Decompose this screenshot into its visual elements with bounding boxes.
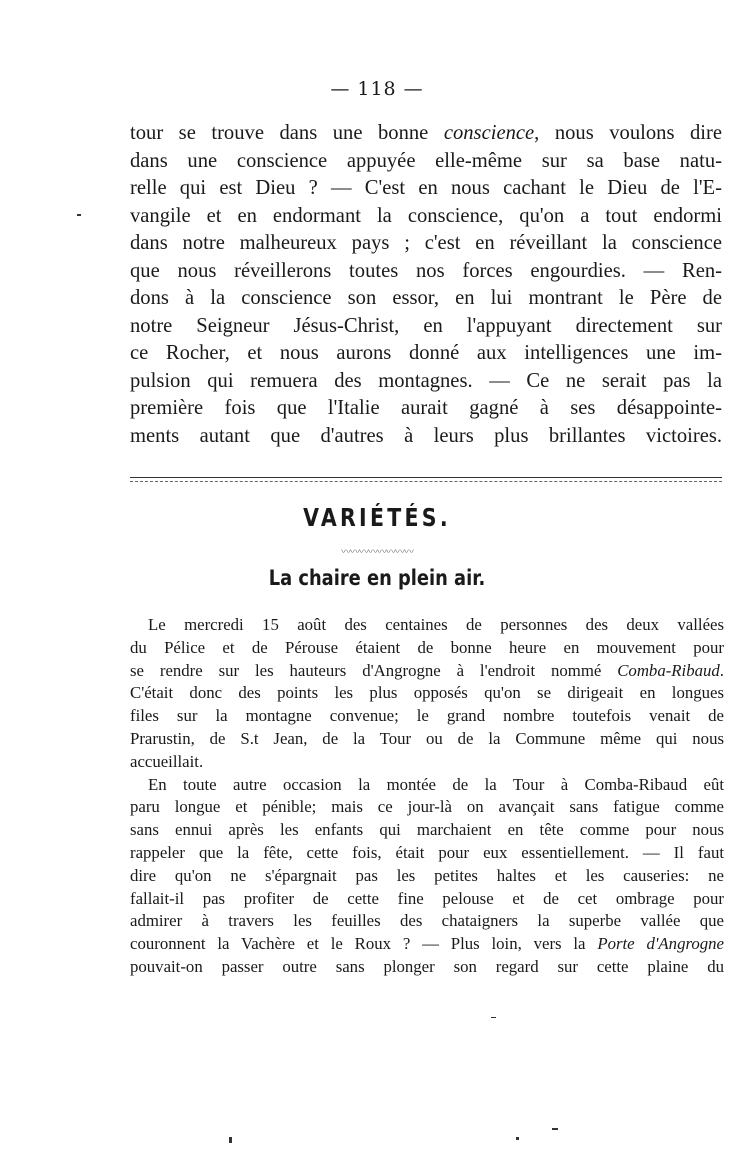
title-ornament: 〰〰〰〰〰〰〰〰 [341,547,413,558]
text-run: fallait-il pas profiter de cette fine pelouse et de cet ombrage pour [130,888,724,908]
text-run: accueillait. [130,751,204,771]
text-run: . [719,660,724,680]
text-line [130,423,722,451]
text-run: relle qui est Dieu ? — C'est en nous cachant le Dieu de l'E- [130,177,722,199]
text-line [130,796,724,819]
text-run: paru longue et pénible; mais ce jour-là on avançait sans fatigue comme [130,797,724,817]
section-title: VARIÉTÉS. [303,503,451,532]
text-line [130,285,722,313]
scan-speck [516,1137,519,1140]
text-line [130,175,722,203]
text-run: rappeler que la fête, cette fois, était pour eux essentiellement. — Il faut [130,842,724,862]
text-run: En toute autre occasion la montée de la Tour à Comba-Ribaud eût [148,774,724,794]
text-run: files sur la montagne convenue; le grand nombre toutefois venait de [130,706,724,726]
scan-speck [552,1128,558,1130]
text-line [130,313,722,341]
scan-speck [491,1017,496,1018]
text-run: que nous réveillerons toutes nos forces engourdies. — Ren- [130,259,722,282]
text-run: vangile et en endormant la conscience, qu'on a tout endormi [130,204,722,227]
text-run: Le mercredi 15 août des centaines de personnes des deux vallées [148,615,724,634]
text-run: du Pélice et de Pérouse étaient de bonne heure en mouvement pour [130,637,724,657]
text-line [130,340,722,368]
text-line [130,258,722,286]
text-line [130,888,724,911]
text-run: admirer à travers les feuilles des chataigners la superbe vallée que [130,911,724,931]
text-line [130,705,724,728]
text-run: ments autant que d'autres à leurs plus brillantes victoires. [130,424,722,447]
text-line [130,842,724,865]
italic-term: Porte d'Angrogne [597,934,724,954]
text-run: première fois que l'Italie aurait gagné à ses désappointe- [130,397,722,419]
article-body [130,614,724,979]
text-line [130,395,722,423]
text-run: se rendre sur les hauteurs d'Angrogne à l'endroit nommé [130,660,618,680]
text-run: pulsion qui remuera des montagnes. — Ce ne serait pas la [130,369,722,392]
scan-speck [229,1137,232,1143]
text-line [130,120,722,148]
text-run: dons à la conscience son essor, en lui montrant le Père de [130,287,722,309]
text-run: tour se trouve dans une bonne [130,122,444,144]
text-run: dans notre malheureux pays ; c'est en réveillant la conscience [130,232,722,254]
text-run: dire qu'on ne s'épargnait pas les petites haltes et les causeries: ne [130,865,724,885]
text-line [130,956,724,979]
text-line [130,637,724,660]
text-line [130,751,724,774]
page-number: — 118 — [330,78,424,100]
article-title: La chaire en plein air. [268,566,486,590]
text-line [130,865,724,888]
text-run: Prarustin, de S.t Jean, de la Tour ou de la Commune même qui nous [130,728,724,748]
text-run: sans ennui après les enfants qui marchaient en tête comme pour nous [130,820,724,840]
text-line [130,660,724,683]
text-line [130,203,722,231]
section-separator [130,477,722,483]
scan-speck [77,214,81,216]
text-run: notre Seigneur Jésus-Christ, en l'appuyant directement sur [130,314,722,337]
text-run: dans une conscience appuyée elle-même sur sa base natu- [130,149,722,172]
text-line [130,910,724,933]
text-line [130,682,724,705]
upper-paragraph [130,120,722,450]
text-line [130,614,724,637]
text-line [130,774,724,797]
italic-term: conscience [443,122,535,144]
text-line [130,148,722,176]
text-run: ce Rocher, et nous aurons donné aux intelligences une im- [130,342,722,364]
text-line [130,230,722,258]
text-run: , nous voulons dire [534,122,722,144]
text-line [130,819,724,842]
italic-term: Comba-Ribaud [617,660,720,680]
text-run: pouvait-on passer outre sans plonger son regard sur cette plaine du [130,956,724,976]
text-line [130,368,722,396]
text-line [130,728,724,751]
text-run: couronnent la Vachère et le Roux ? — Plus loin, vers la [130,934,598,954]
text-line [130,933,724,956]
text-run: C'était donc des points les plus opposés qu'on se dirigeait en longues [130,683,724,703]
